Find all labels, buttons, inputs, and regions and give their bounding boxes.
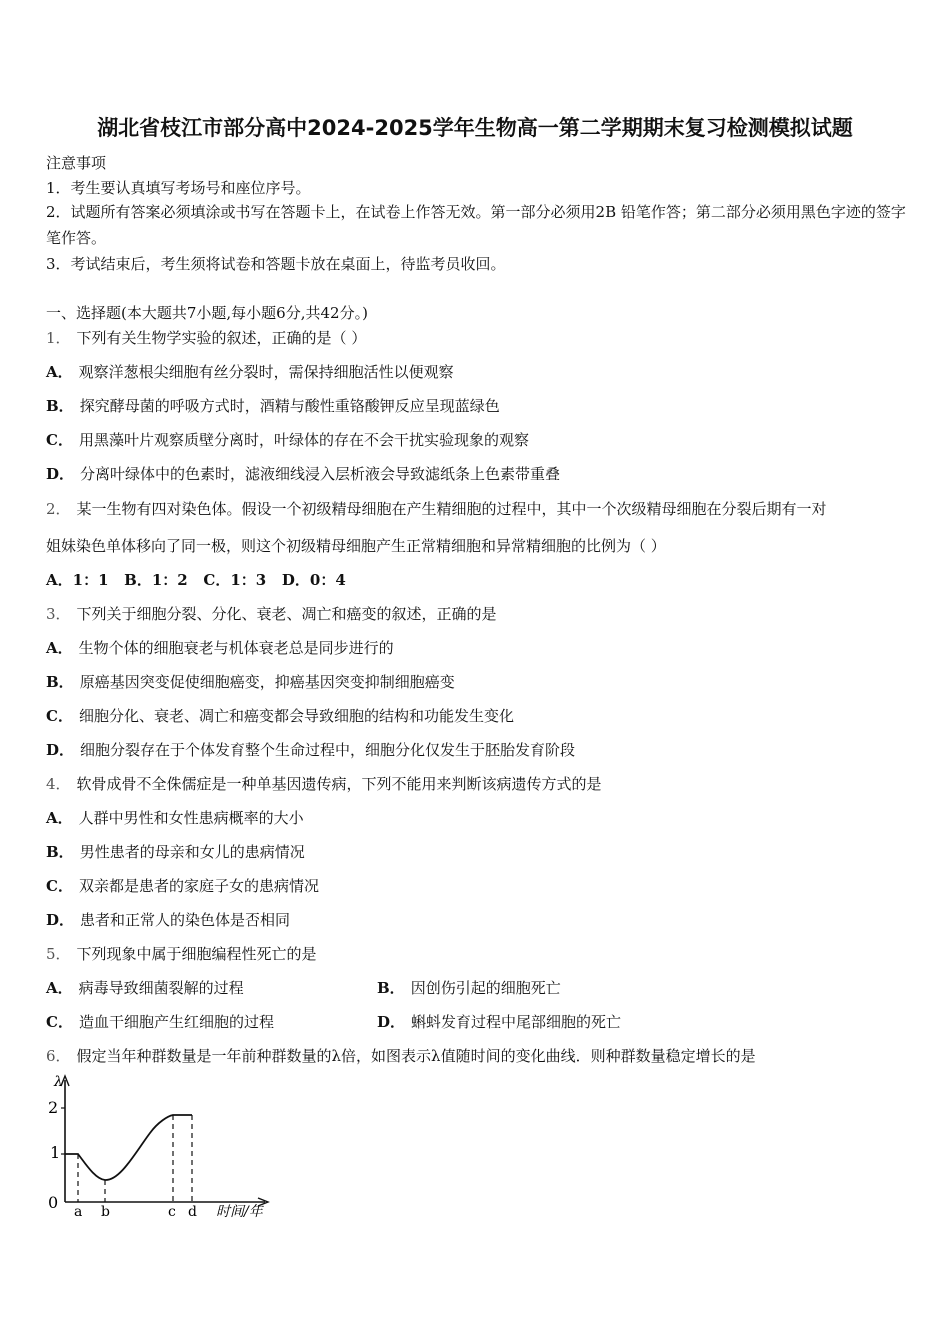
option-label: D． [377, 1013, 406, 1031]
question-number: 1． [46, 329, 71, 347]
option-label: A． [46, 639, 73, 657]
option-text: 观察洋葱根尖细胞有丝分裂时，需保持细胞活性以便观察 [78, 363, 454, 381]
page-title: 湖北省枝江市部分高中2024-2025学年生物高一第二学期期末复习检测模拟试题 [97, 116, 853, 140]
question-text: 下列关于细胞分裂、分化、衰老、凋亡和癌变的叙述，正确的是 [76, 605, 497, 623]
option-text: 细胞分裂存在于个体发育整个生命过程中，细胞分化仅发生于胚胎发育阶段 [80, 741, 576, 759]
option [46, 909, 290, 930]
question-2-options: A．1：1 B．1：2 C．1：3 D．0：4 [46, 571, 346, 589]
option-text: 病毒导致细菌裂解的过程 [78, 979, 244, 997]
option-text: 双亲都是患者的家庭子女的患病情况 [78, 877, 319, 895]
option-text: 细胞分化、衰老、凋亡和癌变都会导致细胞的结构和功能发生变化 [78, 707, 514, 725]
option-text: 造血干细胞产生红细胞的过程 [78, 1013, 274, 1031]
option-label: A． [46, 979, 73, 997]
option [46, 395, 500, 416]
y-tick-label: 0 [48, 1193, 59, 1212]
option [46, 807, 304, 828]
option-label: C． [46, 877, 73, 895]
option-label: A． [46, 809, 73, 827]
option-label: B． [46, 843, 74, 861]
notice-item: 1．考生要认真填写考场号和座位序号。 [46, 179, 311, 197]
option-label: D． [46, 911, 75, 929]
question-number: 3． [46, 605, 71, 623]
question-text: 软骨成骨不全侏儒症是一种单基因遗传病，下列不能用来判断该病遗传方式的是 [76, 775, 602, 793]
question-text: 某一生物有四对染色体。假设一个初级精母细胞在产生精细胞的过程中，其中一个次级精母细胞在分裂后期有一对 [76, 500, 827, 518]
option [46, 671, 455, 692]
option-label: A． [46, 363, 73, 381]
question-1-stem [46, 327, 366, 348]
option-text: 患者和正常人的染色体是否相同 [80, 911, 291, 929]
option-text: 男性患者的母亲和女儿的患病情况 [79, 843, 305, 861]
option-label: D． [46, 741, 75, 759]
question-text: 下列有关生物学实验的叙述，正确的是（ ） [76, 329, 367, 347]
y-tick-label: 1 [50, 1143, 61, 1162]
option-text: 生物个体的细胞衰老与机体衰老总是同步进行的 [78, 639, 394, 657]
x-tick-label: b [101, 1204, 110, 1220]
notice-heading: 注意事项 [46, 154, 107, 172]
question-text: 假定当年种群数量是一年前种群数量的λ倍，如图表示λ值随时间的变化曲线．则种群数量稳定增长的是 [76, 1047, 756, 1065]
option-label: B． [46, 673, 74, 691]
question-text: 下列现象中属于细胞编程性死亡的是 [76, 945, 317, 963]
option-text: 蝌蚪发育过程中尾部细胞的死亡 [411, 1013, 622, 1031]
option-text: 因创伤引起的细胞死亡 [410, 979, 561, 997]
option-label: C． [46, 707, 73, 725]
option [46, 739, 575, 760]
x-tick-label: a [74, 1204, 83, 1220]
option-label: C． [46, 1013, 73, 1031]
option-text: 分离叶绿体中的色素时，滤液细线浸入层析液会导致滤纸条上色素带重叠 [80, 465, 561, 483]
option-text: 探究酵母菌的呼吸方式时，酒精与酸性重铬酸钾反应呈现蓝绿色 [79, 397, 500, 415]
question-6-stem [46, 1045, 756, 1066]
option [46, 977, 244, 998]
question-3-stem [46, 603, 497, 624]
option [46, 637, 394, 658]
notice-item: 3．考试结束后，考生须将试卷和答题卡放在桌面上，待监考员收回。 [46, 255, 506, 273]
option [46, 875, 319, 896]
option-text: 用黑藻叶片观察质壁分离时，叶绿体的存在不会干扰实验现象的观察 [78, 431, 529, 449]
option [377, 977, 561, 998]
option-label: B． [377, 979, 405, 997]
option [46, 361, 454, 382]
option-label: B． [46, 397, 74, 415]
question-2-stem [46, 498, 827, 519]
option [46, 705, 514, 726]
lambda-time-chart [40, 1068, 290, 1228]
y-axis-label: λ [54, 1074, 63, 1090]
x-tick-label: d [188, 1204, 197, 1220]
question-5-stem [46, 943, 317, 964]
x-tick-label: c [168, 1204, 176, 1220]
question-4-stem [46, 773, 602, 794]
x-axis-label: 时间/年 [216, 1204, 263, 1220]
option [46, 841, 305, 862]
option-label: C． [46, 431, 73, 449]
option [46, 429, 529, 450]
question-2-stem-cont: 姐妹染色单体移向了同一极，则这个初级精母细胞产生正常精细胞和异常精细胞的比例为（ ） [46, 537, 666, 555]
option-text: 人群中男性和女性患病概率的大小 [78, 809, 304, 827]
question-number: 6． [46, 1047, 71, 1065]
y-tick-label: 2 [48, 1098, 59, 1117]
option [46, 463, 560, 484]
option-text: 原癌基因突变促使细胞癌变，抑癌基因突变抑制细胞癌变 [79, 673, 455, 691]
section-heading: 一、选择题(本大题共7小题,每小题6分,共42分。) [46, 304, 368, 322]
option [377, 1011, 621, 1032]
question-number: 5． [46, 945, 71, 963]
question-number: 2． [46, 500, 71, 518]
question-number: 4． [46, 775, 71, 793]
option [46, 1011, 274, 1032]
notice-item: 2．试题所有答案必须填涂或书写在答题卡上，在试卷上作答无效。第一部分必须用2B 铅笔作答；第二部分必须用黑色字迹的签字笔作答。 [46, 203, 906, 247]
option-label: D． [46, 465, 75, 483]
